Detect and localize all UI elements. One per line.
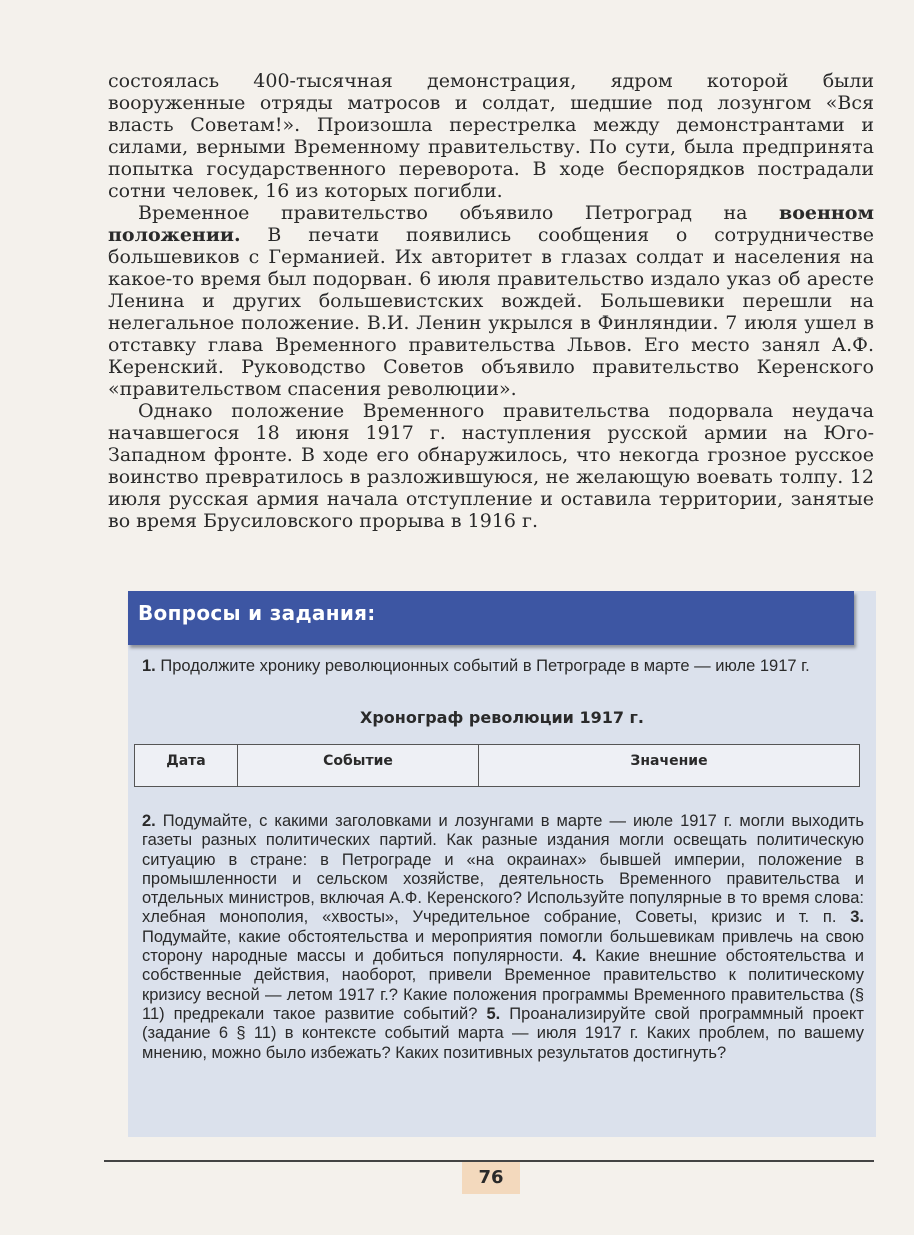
- question-1: [142, 657, 866, 676]
- question-5-number: 5.: [486, 1004, 501, 1023]
- question-3-number: 3.: [850, 908, 864, 927]
- question-2-number: 2.: [142, 812, 156, 830]
- page-number: 76: [462, 1162, 520, 1194]
- column-date: Дата: [135, 745, 238, 787]
- table-header-row: [135, 745, 860, 787]
- questions-2-5: [142, 812, 864, 1063]
- question-1-text: Продолжите хронику революционных событий в Петрограде в марте — июле 1917 г.: [155, 657, 810, 675]
- question-4-text: Какие внешние обстоятельства и собственные действия, наоборот, привели Временное правительство к политическому кризису весной — летом 1917 г.? Какие положения программы Временного правительства (§ 11) предрекали такое развитие событий?: [142, 947, 864, 1023]
- paragraph-2-start: Временное правительство объявило Петроград на: [138, 202, 780, 224]
- questions-box: [128, 591, 876, 1137]
- column-event: Событие: [238, 745, 479, 787]
- chronograph-title: Хронограф революции 1917 г.: [360, 708, 644, 727]
- column-significance: Значение: [479, 745, 860, 787]
- question-4-number: 4.: [572, 947, 587, 966]
- paragraph-2: [108, 202, 874, 400]
- question-3-text: Подумайте, какие обстоятельства и мероприятия помогли большевикам привлечь на свою сторону народные массы и добиться популярности.: [142, 927, 864, 966]
- questions-title: Вопросы и задания:: [138, 601, 376, 625]
- question-1-number: 1.: [142, 657, 156, 675]
- questions-header: [128, 591, 854, 645]
- question-5-text: Проанализируйте свой программный проект (задание 6 § 11) в контексте событий марта — июля 1917 г. Каких проблем, по вашему мнению, можно было избежать? Каких позитивных результатов достигнуть?: [142, 1004, 864, 1062]
- question-2-text: Подумайте, с какими заголовками и лозунгами в марте — июле 1917 г. могли выходить газеты разных политических партий. Как разные издания могли освещать политическую ситуацию в стране: в Петрограде и «на окраинах» бывшей империи, положение в промышленности и сельском хозяйстве, деятельность Временного правительства и отдельных министров, включая А.Ф. Керенского? Используйте популярные в то время слова: хлебная монополия, «хвосты», Учредительное собрание, Советы, кризис и т. п.: [142, 812, 864, 927]
- paragraph-2-end: В печати появились сообщения о сотрудничестве большевиков с Германией. Их авторитет в глазах солдат и населения на какое-то время был подорван. 6 июля правительство издало указ об аресте Ленина и других большевистских вождей. Большевики перешли на нелегальное положение. В.И. Ленин укрылся в Финляндии. 7 июля ушел в отставку глава Временного правительства Львов. Его место занял А.Ф. Керенский. Руководство Советов объявило правительство Керенского «правительством спасения революции».: [108, 224, 874, 400]
- paragraph-3: Однако положение Временного правительства подорвала неудача начавшегося 18 июня 1917 г. наступления русской армии на Юго-Западном фронте. В ходе его обнаружилось, что некогда грозное русское воинство превратилось в разложившуюся, не желающую воевать толпу. 12 июля русская армия начала отступление и оставила территории, занятые во время Брусиловского прорыва в 1916 г.: [108, 400, 874, 532]
- paragraph-1: состоялась 400-тысячная демонстрация, ядром которой были вооруженные отряды матросов и солдат, шедшие под лозунгом «Вся власть Советам!». Произошла перестрелка между демонстрантами и силами, верными Временному правительству. По сути, была предпринята попытка государственного переворота. В ходе беспорядков пострадали сотни человек, 16 из которых погибли.: [108, 70, 874, 202]
- main-text: [108, 70, 874, 532]
- chronograph-table: [134, 744, 860, 787]
- term-martial-law: военном положении.: [108, 202, 874, 246]
